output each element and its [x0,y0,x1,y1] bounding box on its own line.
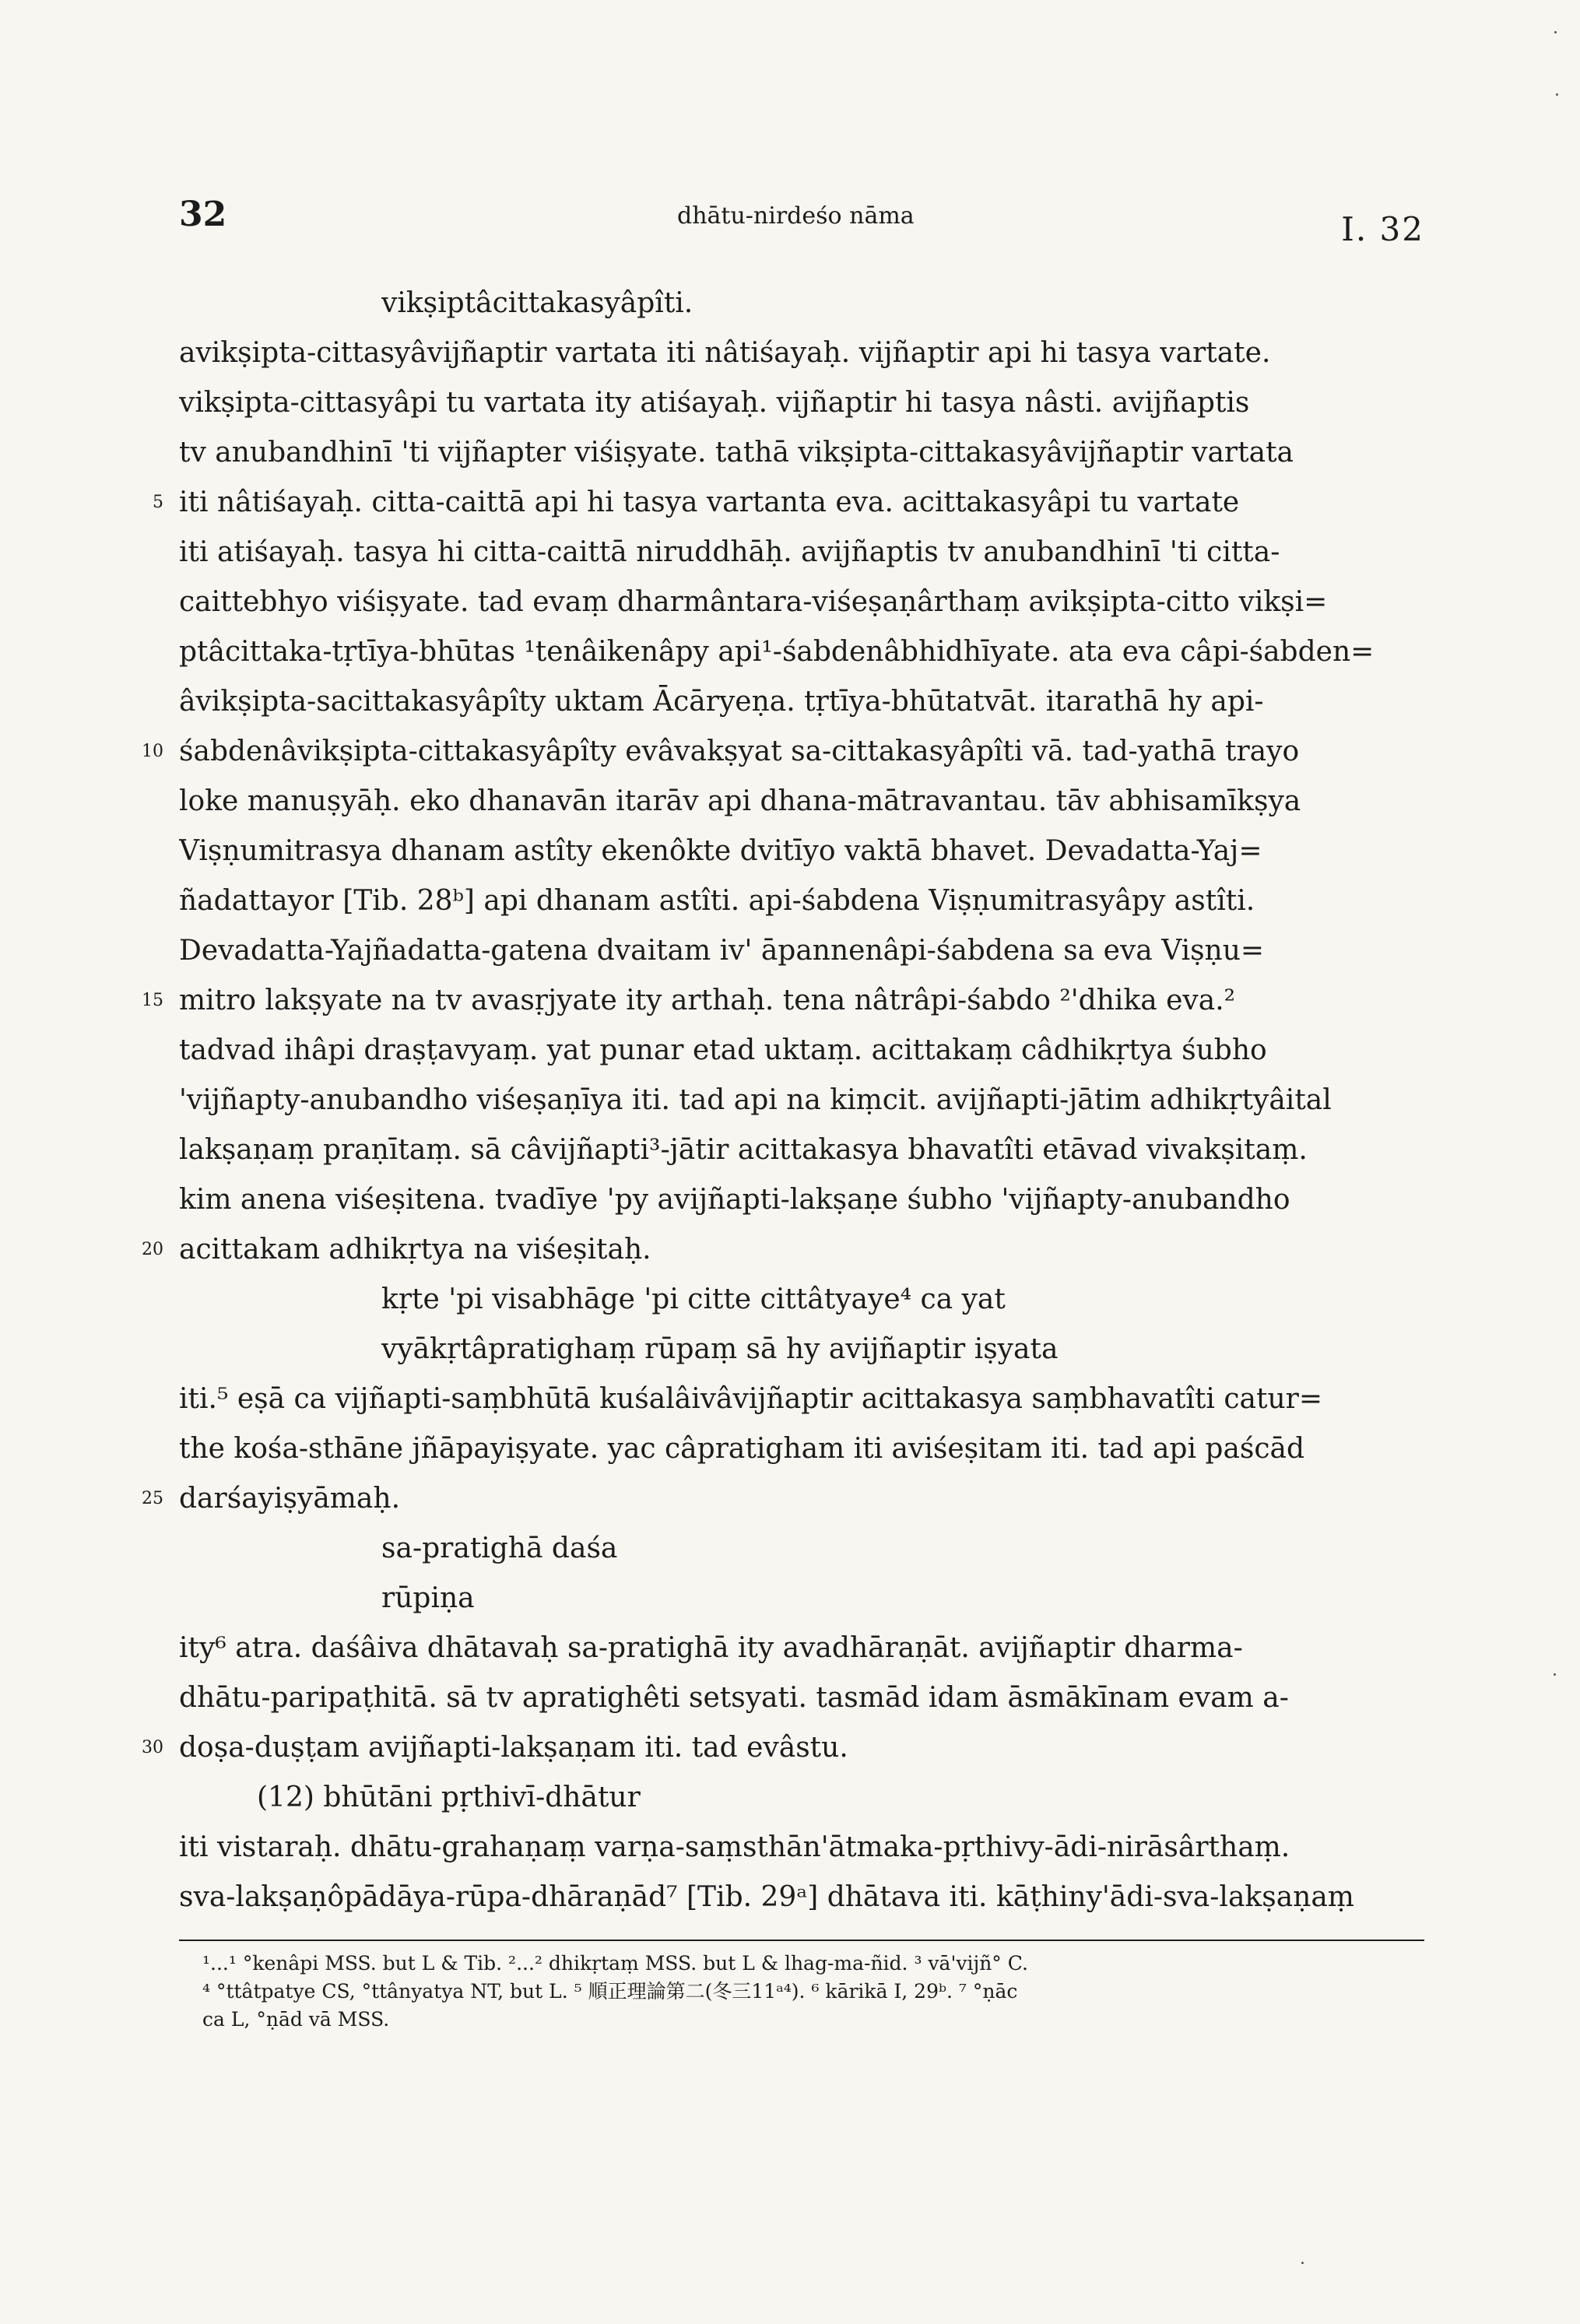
line-number: 15 [142,991,163,1010]
scan-speck [1556,93,1558,96]
page-header [179,195,1424,248]
text-line: vikṣipta-cittasyâpi tu vartata ity atiśayaḥ. vijñaptir hi tasya nâsti. avijñaptis [179,387,1250,419]
text-line: vikṣiptâcittakasyâpîti. [381,287,693,319]
text-line: ñadattayor [Tib. 28ᵇ] api dhanam astîti. api-śabdena Viṣṇumitrasyâpy astîti. [179,885,1255,917]
verse-line: kṛte 'pi visabhāge 'pi citte cittâtyaye⁴ ca yat [381,1283,1006,1315]
line-number: 10 [142,742,163,761]
page-number: 32 [179,195,227,234]
footnote-rule [179,1940,1424,1941]
footnote-line: ¹...¹ °kenâpi MSS. but L & Tib. ²...² dhikṛtaṃ MSS. but L & lhag-ma-ñid. ³ vā'vijñ° C. [202,1952,1028,1975]
text-line: ity⁶ atra. daśâiva dhātavaḥ sa-pratighā ity avadhāraṇāt. avijñaptir dharma- [179,1632,1243,1664]
text-line: iti nâtiśayaḥ. citta-caittā api hi tasya vartanta eva. acittakasyâpi tu vartate [179,486,1240,518]
text-line: śabdenâvikṣipta-cittakasyâpîty evâvakṣyat sa-cittakasyâpîti vā. tad-yathā trayo [179,735,1300,767]
scan-speck [1301,2262,1304,2264]
line-number: 5 [153,493,163,512]
text-line: tv anubandhinī 'ti vijñapter viśiṣyate. tathā vikṣipta-cittakasyâvijñaptir vartata [179,437,1294,469]
section-label: I. 32 [1341,210,1424,248]
text-line: ptâcittaka-tṛtīya-bhūtas ¹tenâikenâpy api¹-śabdenâbhidhīyate. ata eva câpi-śabden= [179,636,1375,668]
verse-line: sa-pratighā daśa [381,1532,618,1564]
verse-line: vyākṛtâpratighaṃ rūpaṃ sā hy avijñaptir iṣyata [381,1333,1059,1365]
text-line: avikṣipta-cittasyâvijñaptir vartata iti nâtiśayaḥ. vijñaptir api hi tasya vartate. [179,337,1271,369]
running-title: dhātu-nirdeśo nāma [677,202,915,230]
scan-speck [1554,1673,1556,1676]
footnote-line: ⁴ °ttâtpatye CS, °ttânyatya NT, but L. ⁵ 順正理論第二(冬三11ᵃ⁴). ⁶ kārikā I, 29ᵇ. ⁷ °ṇāc [202,1980,1018,2003]
text-line: Devadatta-Yajñadatta-gatena dvaitam iv' āpannenâpi-śabdena sa eva Viṣṇu= [179,935,1265,967]
footnote-line: ca L, °ṇād vā MSS. [202,2008,390,2031]
text-line: mitro lakṣyate na tv avasṛjyate ity arthaḥ. tena nâtrâpi-śabdo ²'dhika eva.² [179,985,1236,1016]
text-line: iti vistaraḥ. dhātu-grahaṇaṃ varṇa-saṃsthān'ātmaka-pṛthivy-ādi-nirāsârthaṃ. [179,1831,1290,1863]
scan-speck [1554,31,1557,33]
text-line: iti.⁵ eṣā ca vijñapti-saṃbhūtā kuśalâivâvijñaptir acittakasya saṃbhavatîti catur= [179,1383,1323,1415]
text-line: loke manuṣyāḥ. eko dhanavān itarāv api dhana-mātravantau. tāv abhisamīkṣya [179,785,1301,817]
line-number: 20 [142,1240,163,1259]
text-line: âvikṣipta-sacittakasyâpîty uktam Ācāryeṇa. tṛtīya-bhūtatvāt. itarathā hy api- [179,686,1264,718]
text-line: sva-lakṣaṇôpādāya-rūpa-dhāraṇād⁷ [Tib. 29ᵃ] dhātava iti. kāṭhiny'ādi-sva-lakṣaṇaṃ [179,1881,1354,1913]
text-line: iti atiśayaḥ. tasya hi citta-caittā niruddhāḥ. avijñaptis tv anubandhinī 'ti citta- [179,536,1280,568]
line-number: 25 [142,1489,163,1508]
text-line: kim anena viśeṣitena. tvadīye 'py avijñapti-lakṣaṇe śubho 'vijñapty-anubandho [179,1184,1290,1216]
text-line: dhātu-paripaṭhitā. sā tv apratighêti setsyati. tasmād idam āsmākīnam evam a- [179,1682,1289,1714]
text-line: (12) bhūtāni pṛthivī-dhātur [257,1782,641,1813]
text-line: acittakam adhikṛtya na viśeṣitaḥ. [179,1234,651,1266]
text-line: caittebhyo viśiṣyate. tad evaṃ dharmântara-viśeṣaṇârthaṃ avikṣipta-citto vikṣi= [179,586,1328,618]
text-line: Viṣṇumitrasya dhanam astîty ekenôkte dvitīyo vaktā bhavet. Devadatta-Yaj= [179,835,1262,867]
text-line: the kośa-sthāne jñāpayiṣyate. yac câpratigham iti aviśeṣitam iti. tad api paścād [179,1433,1305,1465]
verse-line: rūpiṇa [381,1582,475,1614]
text-line: doṣa-duṣṭam avijñapti-lakṣaṇam iti. tad evâstu. [179,1732,848,1764]
line-number: 30 [142,1738,163,1757]
text-line: darśayiṣyāmaḥ. [179,1483,401,1515]
text-line: lakṣaṇaṃ praṇītaṃ. sā câvijñapti³-jātir acittakasya bhavatîti etāvad vivakṣitaṃ. [179,1134,1308,1166]
text-line: tadvad ihâpi draṣṭavyaṃ. yat punar etad uktaṃ. acittakaṃ câdhikṛtya śubho [179,1034,1267,1066]
text-line: 'vijñapty-anubandho viśeṣaṇīya iti. tad api na kiṃcit. avijñapti-jātim adhikṛtyâital [179,1084,1332,1116]
